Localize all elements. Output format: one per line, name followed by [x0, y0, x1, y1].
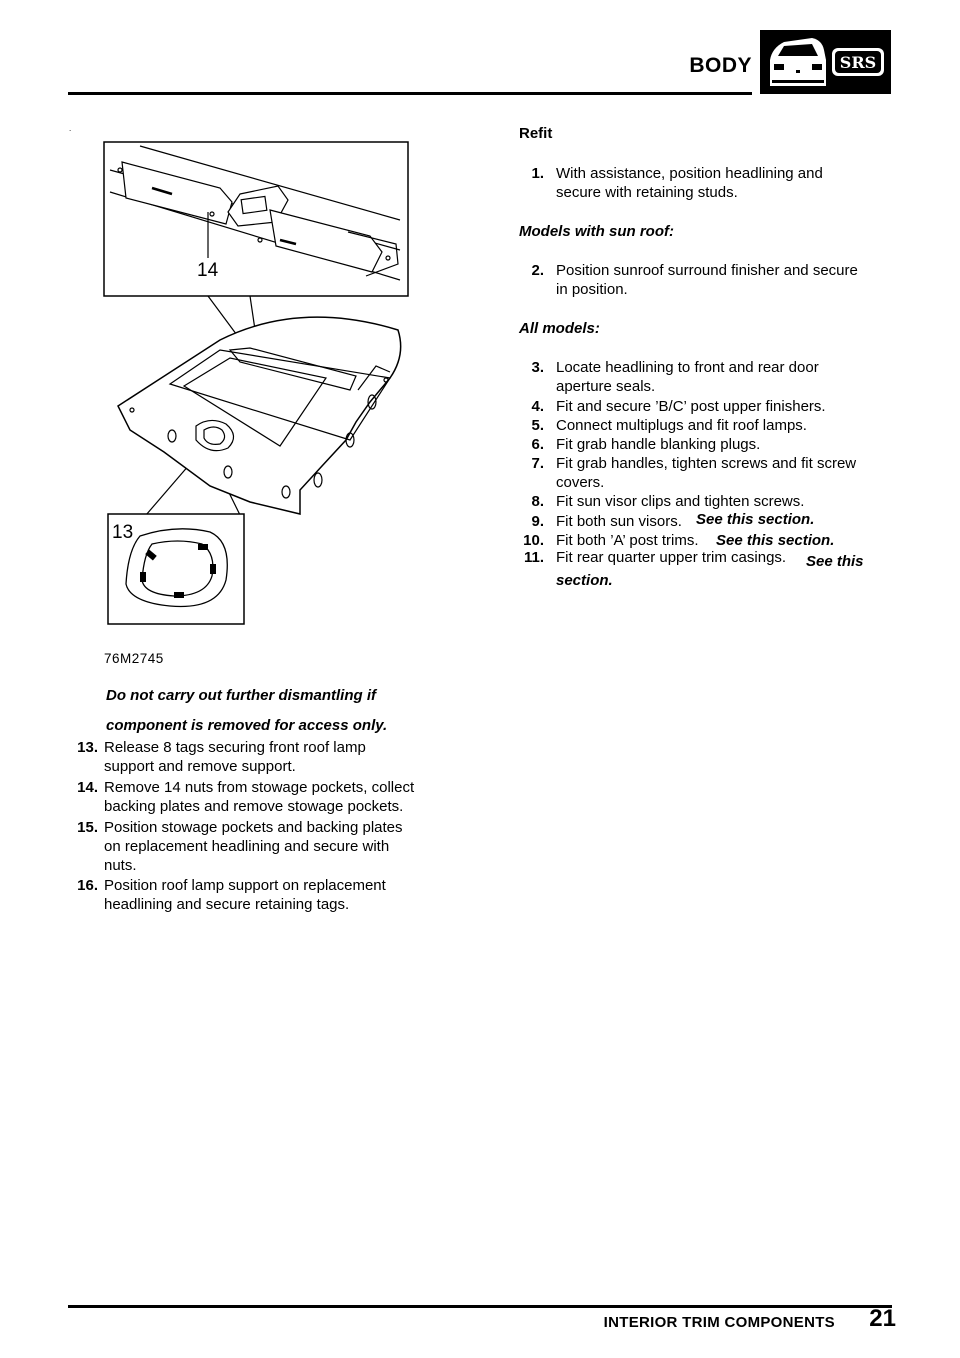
step-text: Fit grab handles, tighten screws and fit screw	[556, 455, 857, 472]
note-sunroof: Models with sun roof:	[519, 223, 674, 240]
step-text: Connect multiplugs and fit roof lamps.	[556, 417, 807, 434]
page-number: 21	[869, 1305, 896, 1332]
step-number: 9.	[531, 513, 544, 530]
step-text: Remove 14 nuts from stowage pockets, collect	[104, 779, 415, 796]
note-all-models: All models:	[519, 320, 600, 337]
step-text: Fit both ’A’ post trims.	[556, 532, 699, 549]
step-number: 4.	[531, 398, 544, 415]
step-number: 7.	[531, 455, 544, 472]
step-number: 16.	[77, 877, 98, 894]
step-text: Fit both sun visors.	[556, 513, 682, 530]
step-text: Fit and secure ’B/C’ post upper finishers.	[556, 398, 826, 415]
step-text: Locate headlining to front and rear door	[556, 359, 819, 376]
step-text: aperture seals.	[556, 378, 656, 395]
step-text: headlining and secure retaining tags.	[104, 896, 350, 913]
step-text: in position.	[556, 281, 628, 298]
header-rule	[68, 92, 752, 95]
warning-text-1: Do not carry out further dismantling if	[106, 687, 377, 704]
step-number: 1.	[531, 165, 544, 182]
callout-14: 14	[197, 260, 219, 281]
step-text: support and remove support.	[104, 758, 296, 775]
car-front-srs-icon	[760, 30, 891, 94]
cross-reference-link[interactable]: See this	[806, 553, 864, 570]
srs-badge-label: SRS	[839, 53, 877, 72]
cross-reference-link[interactable]: See this section.	[716, 532, 835, 549]
step-text: nuts.	[104, 857, 137, 874]
refit-step-8	[514, 492, 894, 510]
step-text: secure with retaining studs.	[556, 184, 738, 201]
step-text: With assistance, position headlining and	[556, 165, 823, 182]
step-number: 15.	[77, 819, 98, 836]
warning-line-2: component is removed for access only.	[106, 717, 388, 734]
step-number: 8.	[531, 493, 544, 510]
step-number: 3.	[531, 359, 544, 376]
step-text: Position stowage pockets and backing plates	[104, 819, 403, 836]
section-title: BODY	[689, 54, 752, 77]
refit-heading: Refit	[519, 125, 553, 142]
step-number: 11.	[523, 549, 544, 566]
refit-step-9	[514, 512, 894, 530]
step-text: Fit grab handle blanking plugs.	[556, 436, 761, 453]
step-text: on replacement headlining and secure with	[104, 838, 390, 855]
step-number: 5.	[531, 417, 544, 434]
cross-reference-link[interactable]: See this section.	[696, 511, 815, 528]
warning-line-1	[106, 687, 466, 705]
step-text: Position sunroof surround finisher and secure	[556, 262, 858, 279]
stray-mark: .	[69, 124, 72, 133]
refit-step-11	[514, 549, 894, 592]
step-number: 10.	[523, 532, 544, 549]
headlining-illustration	[100, 140, 445, 630]
footer-rule	[68, 1305, 892, 1308]
step-text: Fit rear quarter upper trim casings.	[556, 549, 787, 566]
step-number: 13.	[77, 739, 98, 756]
callout-13: 13	[112, 522, 134, 543]
refit-step-10	[514, 531, 894, 548]
step-number: 2.	[531, 262, 544, 279]
step-text: Release 8 tags securing front roof lamp	[104, 739, 366, 756]
cross-reference-link-cont[interactable]: section.	[556, 572, 613, 589]
footer-section-title: INTERIOR TRIM COMPONENTS	[603, 1314, 835, 1331]
step-number: 6.	[531, 436, 544, 453]
step-text: Position roof lamp support on replacement	[104, 877, 386, 894]
step-number: 14.	[77, 779, 98, 796]
step-text: backing plates and remove stowage pockets.	[104, 798, 404, 815]
step-text: covers.	[556, 474, 605, 491]
figure-reference: 76M2745	[104, 651, 164, 666]
step-text: Fit sun visor clips and tighten screws.	[556, 493, 805, 510]
